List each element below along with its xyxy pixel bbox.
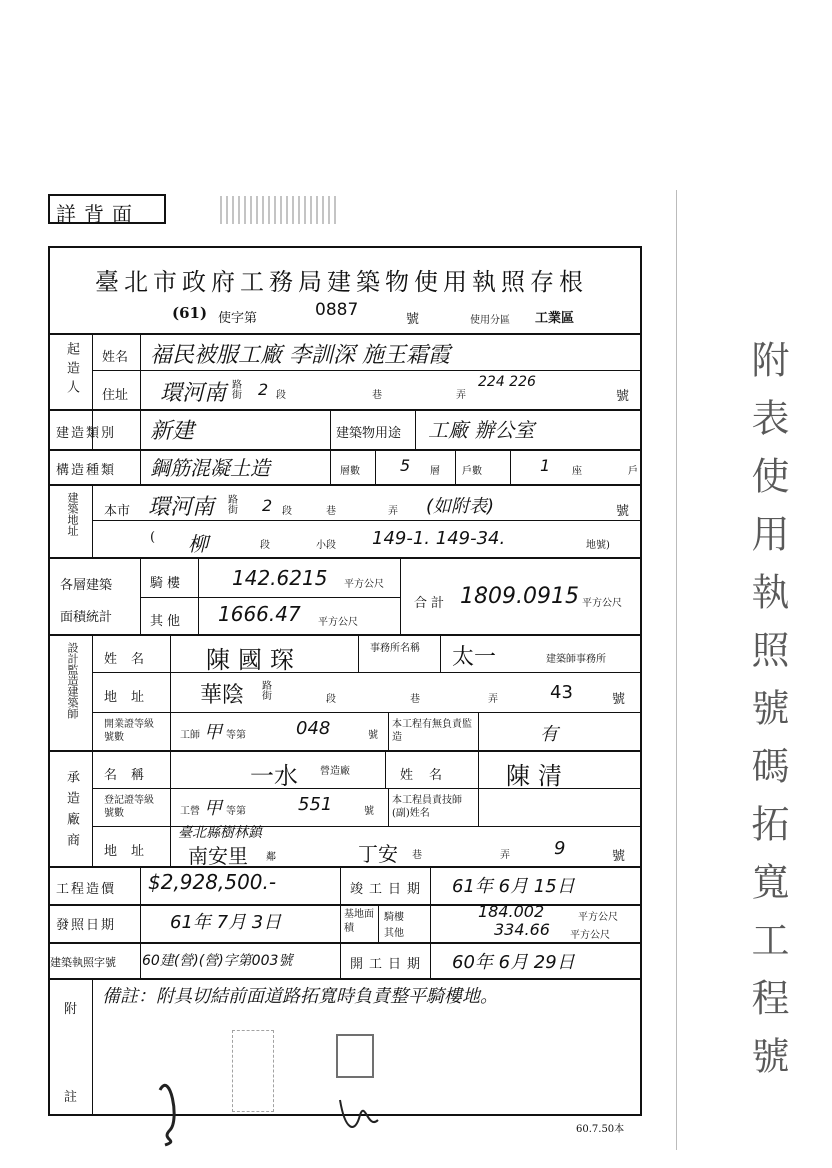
- arcade-unit: 平方公尺: [344, 579, 384, 590]
- architect-license-hao: 號: [368, 730, 378, 741]
- total-value: 1809.0915: [460, 584, 579, 609]
- row-line: [92, 712, 642, 713]
- issue-label: 發照日期: [56, 918, 117, 933]
- row-line: [92, 672, 642, 673]
- col-line: [378, 904, 379, 942]
- row-line: [48, 409, 642, 411]
- architect-name: 陳國琛: [206, 646, 302, 674]
- architect-duan: 段: [326, 694, 336, 705]
- permit-hao: 號: [406, 312, 420, 327]
- contractor-reg-no: 551: [298, 794, 333, 815]
- col-line: [385, 750, 386, 788]
- col-line: [140, 333, 141, 409]
- contractor-nong: 弄: [500, 850, 510, 861]
- signature: [150, 1060, 390, 1150]
- cost-label: 工程造價: [56, 882, 117, 897]
- floors-value: 5: [400, 456, 411, 475]
- site-duan: 段: [282, 506, 292, 517]
- applicant-section: 2: [258, 380, 269, 399]
- base-other-value: 334.66: [494, 920, 550, 939]
- site-xiang: 巷: [326, 506, 336, 517]
- col-line: [478, 788, 479, 826]
- applicant-names: 福民被服工廠 李訓深 施王霜霞: [150, 343, 450, 368]
- use-label: 建築物用途: [336, 426, 402, 441]
- col-line: [440, 634, 441, 672]
- contractor-road: 丁安: [358, 842, 398, 866]
- col-line: [92, 634, 93, 866]
- base-arcade-unit: 平方公尺: [578, 912, 618, 923]
- completion-label: 竣工日期: [350, 882, 427, 897]
- permit-number: 0887: [315, 300, 359, 320]
- contractor-person: 陳清: [506, 762, 570, 790]
- row-line: [48, 904, 642, 906]
- base-label: 基地面積: [344, 909, 374, 934]
- area-label-1: 各層建築: [60, 578, 113, 593]
- permit-label: 建築執照字號: [50, 956, 116, 969]
- arcade-value: 142.6215: [232, 566, 328, 590]
- site-nong: 弄: [388, 506, 398, 517]
- applicant-xiang: 巷: [372, 390, 382, 401]
- col-line: [330, 409, 331, 484]
- applicant-nong: 弄: [456, 390, 466, 401]
- architect-nong: 弄: [488, 694, 498, 705]
- architect-license-label: 開業證等級號數: [104, 719, 154, 743]
- other-label: 其他: [150, 614, 185, 629]
- contractor-reg-label: 登記證等級號數: [104, 795, 154, 819]
- col-line: [340, 866, 341, 978]
- contractor-tech-label: 本工程員責技師(副)姓名: [392, 795, 462, 819]
- page-tag: [48, 194, 166, 224]
- site-paren: (: [150, 530, 156, 545]
- col-line: [455, 449, 456, 484]
- base-arcade-label: 騎樓: [384, 912, 404, 923]
- contractor-person-label: 姓名: [400, 768, 459, 783]
- architect-hao: 號: [612, 692, 626, 707]
- side-bleed-text: 附表使用執照號碼拓寬工程號: [745, 340, 789, 1094]
- structure-label: 構造種類: [56, 463, 117, 478]
- architect-license-prefix: 工師: [180, 730, 200, 741]
- row-line: [48, 942, 642, 944]
- page-tag-text: 詳背面: [56, 202, 140, 226]
- site-land-duan: 段: [260, 540, 270, 551]
- col-line: [140, 866, 141, 978]
- contractor-name: 一水: [250, 762, 298, 790]
- architect-xiang: 巷: [410, 694, 420, 705]
- row-line: [48, 750, 642, 752]
- contractor-address-note: 臺北縣樹林鎮: [178, 825, 262, 841]
- col-line: [510, 449, 511, 484]
- col-line: [92, 978, 93, 1116]
- architect-license-no: 048: [296, 718, 331, 739]
- contractor-reg-hao: 號: [364, 806, 374, 817]
- contractor-li: 南安里: [188, 844, 248, 868]
- base-other-unit: 平方公尺: [570, 930, 610, 941]
- issue-value: 61年 7月 3日: [170, 912, 282, 933]
- architect-license-grade: 甲: [204, 722, 222, 743]
- row-line: [140, 597, 400, 598]
- site-city: 本市: [104, 504, 131, 519]
- site-road: 環河南: [148, 495, 215, 520]
- col-line: [198, 557, 199, 634]
- col-line: [388, 712, 389, 750]
- architect-label: 設計監造建築師: [66, 642, 79, 719]
- cost-value: $2,928,500.-: [148, 870, 277, 894]
- architect-office: 太一: [452, 645, 497, 670]
- households-value: 1: [540, 456, 551, 475]
- site-section: 2: [262, 496, 273, 515]
- col-line: [140, 557, 141, 634]
- notes-label-bottom: 註: [64, 1090, 78, 1105]
- permit-char: 使字第: [218, 311, 258, 326]
- row-line: [48, 557, 642, 559]
- col-line: [430, 866, 431, 978]
- architect-license-deng: 等第: [226, 730, 246, 741]
- start-value: 60年 6月 29日: [452, 952, 575, 973]
- col-line: [478, 750, 479, 788]
- structure-value: 鋼筋混凝土造: [150, 456, 270, 480]
- site-hao: 號: [616, 504, 630, 519]
- row-line: [48, 978, 642, 980]
- floors-label: 層數: [340, 466, 360, 477]
- notes-text: 備註：附具切結前面道路拓寬時負責整平騎樓地。: [102, 986, 498, 1007]
- row-line: [48, 449, 642, 451]
- households-label: 戶數: [462, 466, 482, 477]
- architect-supervise-label: 本工程有無負責監造: [392, 719, 472, 743]
- use-value: 工廠 辦公室: [428, 418, 535, 442]
- base-other-label: 其他: [384, 928, 404, 939]
- applicant-name-label: 姓名: [102, 350, 129, 365]
- contractor-reg-deng: 等第: [226, 806, 246, 817]
- row-line: [92, 826, 642, 827]
- applicant-duan: 段: [276, 390, 286, 401]
- applicant-road: 環河南: [160, 381, 227, 406]
- contractor-reg-grade: 甲: [204, 798, 222, 819]
- total-label: 合計: [414, 596, 449, 611]
- area-label-2: 面積統計: [60, 610, 113, 625]
- start-label: 開工日期: [350, 957, 427, 972]
- site-small-sec: 小段: [316, 540, 336, 551]
- row-line: [92, 370, 642, 371]
- architect-road-suffix: 路街: [262, 681, 272, 702]
- row-line: [48, 484, 642, 486]
- col-line: [358, 634, 359, 672]
- arcade-label: 騎樓: [150, 576, 185, 591]
- print-code: 60.7.50本: [576, 1124, 625, 1135]
- other-unit: 平方公尺: [318, 617, 358, 628]
- contractor-number: 9: [554, 838, 566, 859]
- architect-office-suffix: 建築師事務所: [546, 654, 606, 665]
- col-line: [400, 557, 401, 634]
- floors-ceng: 層: [430, 466, 440, 477]
- col-line: [375, 449, 376, 484]
- permit-year: (61): [172, 304, 208, 322]
- contractor-lin: 鄰: [266, 852, 276, 863]
- architect-name-label: 姓名: [104, 652, 159, 667]
- architect-office-label: 事務所名稱: [370, 643, 420, 654]
- contractor-suffix: 營造廠: [320, 766, 350, 777]
- site-road-suffix: 路街: [228, 495, 238, 516]
- row-line: [48, 634, 642, 636]
- households-zuo: 座: [572, 466, 582, 477]
- applicant-road-suffix: 路街: [232, 380, 242, 401]
- contractor-reg-prefix: 工營: [180, 806, 200, 817]
- contractor-xiang: 巷: [412, 850, 422, 861]
- contractor-label: 承造廠商: [64, 770, 79, 854]
- col-line: [388, 788, 389, 826]
- row-line: [48, 866, 642, 868]
- base-arcade-value: 184.002: [478, 902, 545, 921]
- applicant-hao: 號: [616, 389, 630, 404]
- form-title: 臺北市政府工務局建築物使用執照存根: [95, 268, 588, 296]
- permit-value: 60建(營)(營)字第003號: [142, 953, 293, 969]
- applicant-label: 起造人: [64, 342, 79, 399]
- col-line: [478, 712, 479, 750]
- completion-value: 61年 6月 15日: [452, 876, 575, 897]
- stamp-smudge: [220, 196, 340, 224]
- other-value: 1666.47: [218, 602, 301, 626]
- col-line: [170, 634, 171, 866]
- category-label: 建造類別: [56, 426, 117, 441]
- applicant-address-label: 住址: [102, 388, 129, 403]
- col-line: [92, 484, 93, 557]
- zone-label: 使用分區: [470, 315, 510, 326]
- right-margin-rule: [676, 190, 677, 1150]
- site-land-sec: 柳: [188, 532, 208, 556]
- site-lots: 149-1. 149-34.: [372, 528, 506, 549]
- zone-value: 工業區: [535, 311, 575, 326]
- notes-label-top: 附: [64, 1002, 78, 1017]
- contractor-address-label: 地址: [104, 844, 159, 859]
- contractor-name-label: 名稱: [104, 768, 159, 783]
- site-land-no: 地號): [586, 540, 610, 551]
- row-line: [48, 333, 642, 335]
- category-value: 新建: [150, 419, 195, 444]
- contractor-hao: 號: [612, 849, 626, 864]
- col-line: [415, 409, 416, 449]
- applicant-numbers: 224 226: [478, 374, 536, 390]
- architect-address-label: 地址: [104, 690, 159, 705]
- site-label: 建築地址: [66, 492, 79, 536]
- architect-number: 43: [550, 682, 573, 703]
- col-line: [140, 409, 141, 484]
- architect-supervise-value: 有: [540, 724, 558, 745]
- households-hu: 戶: [628, 466, 638, 477]
- site-attached: (如附表): [426, 496, 495, 517]
- architect-road: 華陰: [200, 683, 245, 708]
- total-unit: 平方公尺: [582, 598, 622, 609]
